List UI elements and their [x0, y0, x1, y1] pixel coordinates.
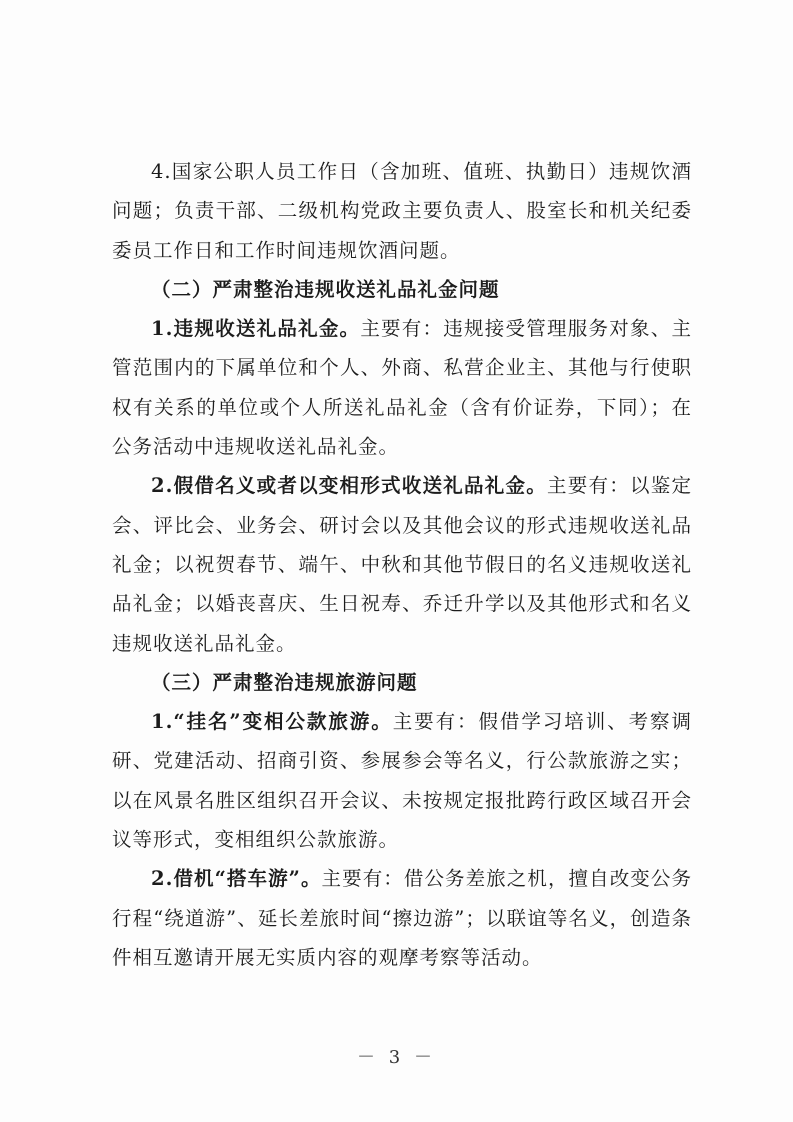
paragraph-lead: 2.借机“搭车游”。 — [151, 867, 322, 891]
paragraph-section2-item2 — [112, 466, 692, 662]
document-body — [112, 152, 692, 977]
paragraph-text: 主要有：以鉴定会、评比会、业务会、研讨会以及其他会议的形式违规收送礼品礼金；以祝贺春节、端午、中秋和其他节假日的名义违规收送礼品礼金；以婚丧喜庆、生日祝寿、乔迁升学以及其他形式和名义违规收送礼品礼金。 — [112, 474, 692, 655]
page-number: － 3 － — [357, 1047, 436, 1068]
paragraph-section3-item1 — [112, 702, 692, 859]
paragraph-lead: 1.违规收送礼品礼金。 — [151, 317, 361, 341]
paragraph-text: 主要有：假借学习培训、考察调研、党建活动、招商引资、参展参会等名义，行公款旅游之实；以在风景名胜区组织召开会议、未按规定报批跨行政区域召开会议等形式，变相组织公款旅游。 — [112, 710, 692, 852]
paragraph-section2-item1 — [112, 309, 692, 466]
paragraph-lead: 1.“挂名”变相公款旅游。 — [151, 710, 393, 734]
paragraph-lead: 2.假借名义或者以变相形式收送礼品礼金。 — [151, 474, 548, 498]
paragraph-item-4 — [112, 152, 692, 270]
paragraph-section3-item2 — [112, 859, 692, 977]
paragraph-text: 4.国家公职人员工作日（含加班、值班、执勤日）违规饮酒问题；负责干部、二级机构党政主要负责人、股室长和机关纪委委员工作日和工作时间违规饮酒问题。 — [112, 160, 692, 262]
paragraph-text: 主要有：违规接受管理服务对象、主管范围内的下属单位和个人、外商、私营企业主、其他与行使职权有关系的单位或个人所送礼品礼金（含有价证券，下同）；在公务活动中违规收送礼品礼金。 — [112, 317, 692, 459]
section-heading-2: （二）严肃整治违规收送礼品礼金问题 — [151, 277, 500, 301]
section-heading-3: （三）严肃整治违规旅游问题 — [151, 670, 418, 694]
paragraph-text: 主要有：借公务差旅之机，擅自改变公务行程“绕道游”、延长差旅时间“擦边游”；以联谊等名义，创造条件相互邀请开展无实质内容的观摩考察等活动。 — [112, 867, 692, 969]
